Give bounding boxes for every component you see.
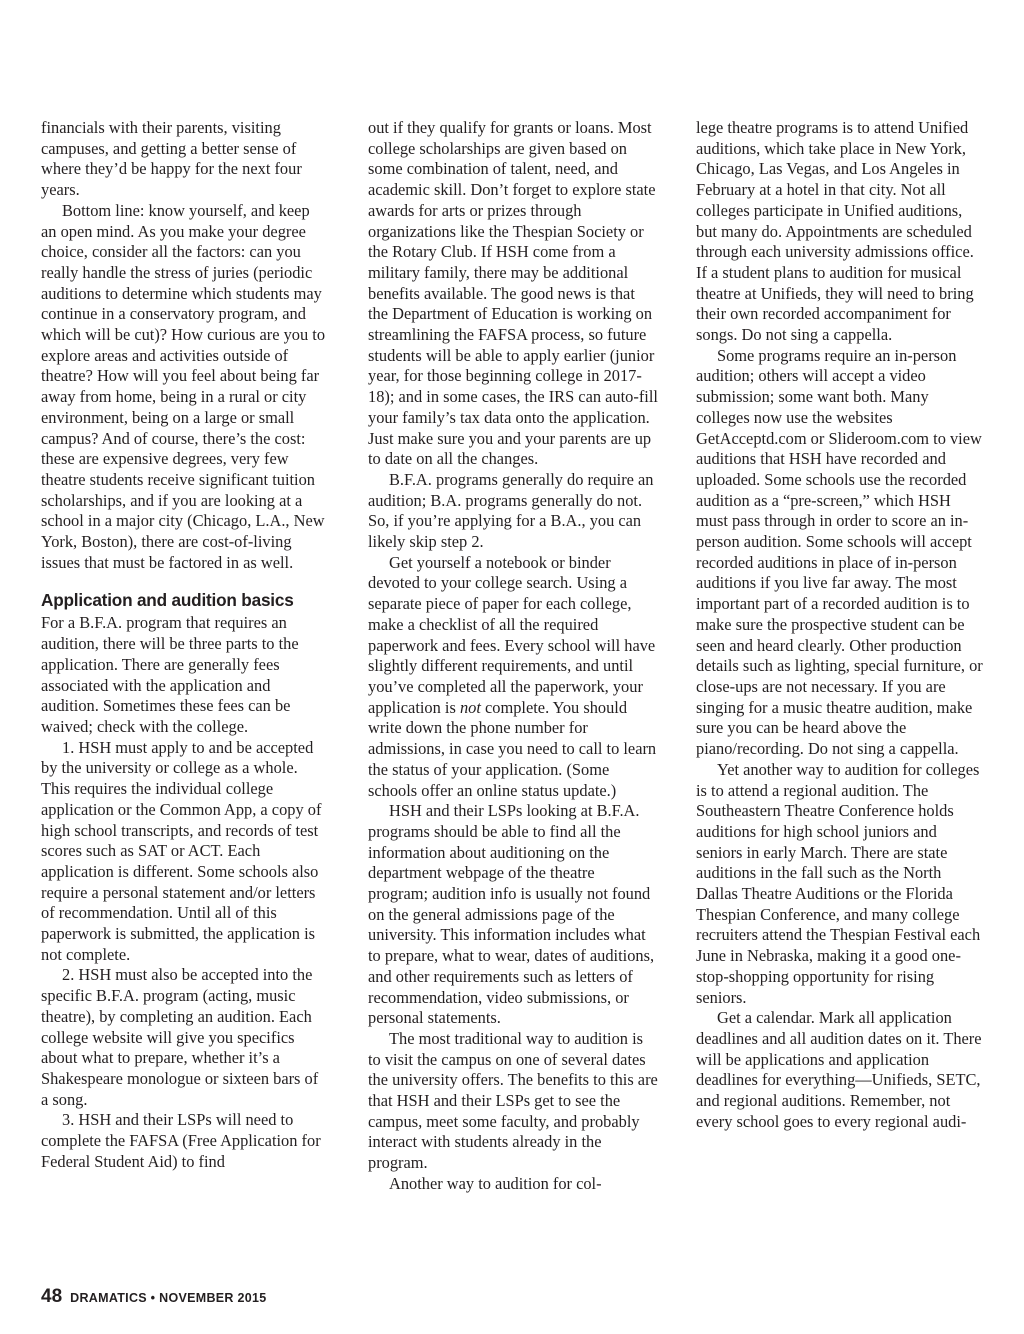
paragraph: out if they qualify for grants or loans. Most college scholarships are given based on some combination of talent, need, and academic skill. Don’t forget to explore state awards for arts or prizes through organizations like the Thespian Society or the Rotary Club. If HSH come from a military family, there may be additional benefits available. The good news is that the Department of Education is working on streamlining the FAFSA process, so future students will be able to apply earlier (junior year, for those beginning college in 2017-18); and in some cases, the IRS can auto-fill your family’s tax data onto the application. Just make sure you and your parents are up to date on all the changes. [368, 118, 658, 469]
paragraph-text: complete. You should write down the phone number for admissions, in case you need to call to learn the status of your application. (Some schools offer an online status update.) [368, 697, 657, 800]
section-heading: Application and audition basics [41, 590, 294, 611]
paragraph: financials with their parents, visiting campuses, and getting a better sense of where they’d be happy for the next four years. [41, 118, 302, 200]
emphasis-text: not [459, 697, 481, 717]
paragraph: 2. HSH must also be accepted into the specific B.F.A. program (acting, music theatre), by completing an audition. Each college website will give you specifics about what to prepare, whether it’s a Shakespeare monologue or sixteen bars of a song. [41, 965, 319, 1109]
page-number: 48 [41, 1286, 63, 1307]
paragraph: 3. HSH and their LSPs will need to complete the FAFSA (Free Application for Federal Student Aid) to find [41, 1110, 321, 1171]
paragraph: Another way to audition for col- [389, 1173, 602, 1193]
paragraph-text: Get yourself a notebook or binder devoted to your college search. Using a separate piece of paper for each college, make a checklist of all the required paperwork and fees. Every school will have slightly different requirements, and until you’ve completed all the paperwork, your application is [368, 552, 656, 717]
paragraph [368, 553, 658, 801]
paragraph: For a B.F.A. program that requires an audition, there will be three parts to the application. There are generally fees associated with the application and audition. Sometimes these fees can be waived; check with the college. [41, 613, 299, 736]
paragraph: Some programs require an in-person audition; others will accept a video submission; some want both. Many colleges now use the websites GetAcceptd.com or Slideroom.com to view auditions that HSH have recorded and uploaded. Some schools use the recorded audition as a “pre-screen,” which HSH must pass through in order to score an in-person audition. Some schools will accept recorded auditions in place of in-person auditions if you live far away. The most important part of a recorded audition is to make sure the prospective student can be seen and heard clearly. Other production details such as lighting, special furniture, or close-ups are not necessary. If you are singing for a music theatre audition, make sure you can be heard above the piano/recording. Do not sing a cappella. [696, 345, 983, 759]
text-column-1 [41, 118, 329, 1172]
paragraph: HSH and their LSPs looking at B.F.A. programs should be able to find all the information about auditioning on the department webpage of the theatre program; audition info is usually not found on the general admissions page of the university. This information includes what to prepare, what to wear, dates of auditions, and other requirements such as letters of recommendation, video submissions, or personal statements. [368, 801, 655, 1028]
paragraph: Get a calendar. Mark all application deadlines and all audition dates on it. There will be applications and application deadlines for everything—Unifieds, SETC, and regional auditions. Remember, not every school goes to every regional audi- [696, 1008, 982, 1131]
paragraph: 1. HSH must apply to and be accepted by the university or college as a whole. This requires the individual college application or the Common App, a copy of high school transcripts, and records of test scores such as SAT or ACT. Each application is different. Some schools also require a personal statement and/or letters of recommendation. Until all of this paperwork is submitted, the application is not complete. [41, 737, 322, 964]
paragraph: lege theatre programs is to attend Unified auditions, which take place in New York, Chicago, Las Vegas, and Los Angeles in February at a hotel in that city. Not all colleges participate in Unified auditions, but many do. Appointments are scheduled through each university admissions office. If a student plans to audition for musical theatre at Unifieds, they will need to bring their own recorded accompaniment for songs. Do not sing a cappella. [696, 118, 974, 345]
text-column-3 [696, 118, 986, 1132]
paragraph: The most traditional way to audition is to visit the campus on one of several dates the university offers. The benefits to this are that HSH and their LSPs get to see the campus, meet some faculty, and probably interact with students already in the program. [368, 1028, 658, 1173]
paragraph: Bottom line: know yourself, and keep an open mind. As you make your degree choice, consider all the factors: can you really handle the stress of juries (periodic auditions to determine which students may continue in a conservatory program, and which will be cut)? How curious are you to explore areas and activities outside of theatre? How will you feel about being far away from home, being in a rural or city environment, being on a large or small campus? And of course, there’s the cost: these are expensive degrees, very few theatre students receive significant tuition scholarships, and if you are looking at a school in a major city (Chicago, L.A., New York, Boston), there are cost-of-living issues that must be factored in as well. [41, 200, 326, 572]
paragraph: Yet another way to audition for colleges is to attend a regional audition. The Southeastern Theatre Conference holds auditions for high school juniors and seniors in early March. There are state auditions in the fall such as the North Dallas Theatre Auditions or the Florida Thespian Conference, and many college recruiters attend the Thespian Festival each June in Nebraska, making it a good one-stop-shopping opportunity for rising seniors. [696, 759, 981, 1007]
paragraph: B.F.A. programs generally do require an audition; B.A. programs generally do not. So, if you’re applying for a B.A., you can likely skip step 2. [368, 469, 654, 552]
text-column-2 [368, 118, 658, 1195]
page-footer [41, 1286, 267, 1308]
publication-info: DRAMATICS • NOVEMBER 2015 [70, 1291, 267, 1305]
